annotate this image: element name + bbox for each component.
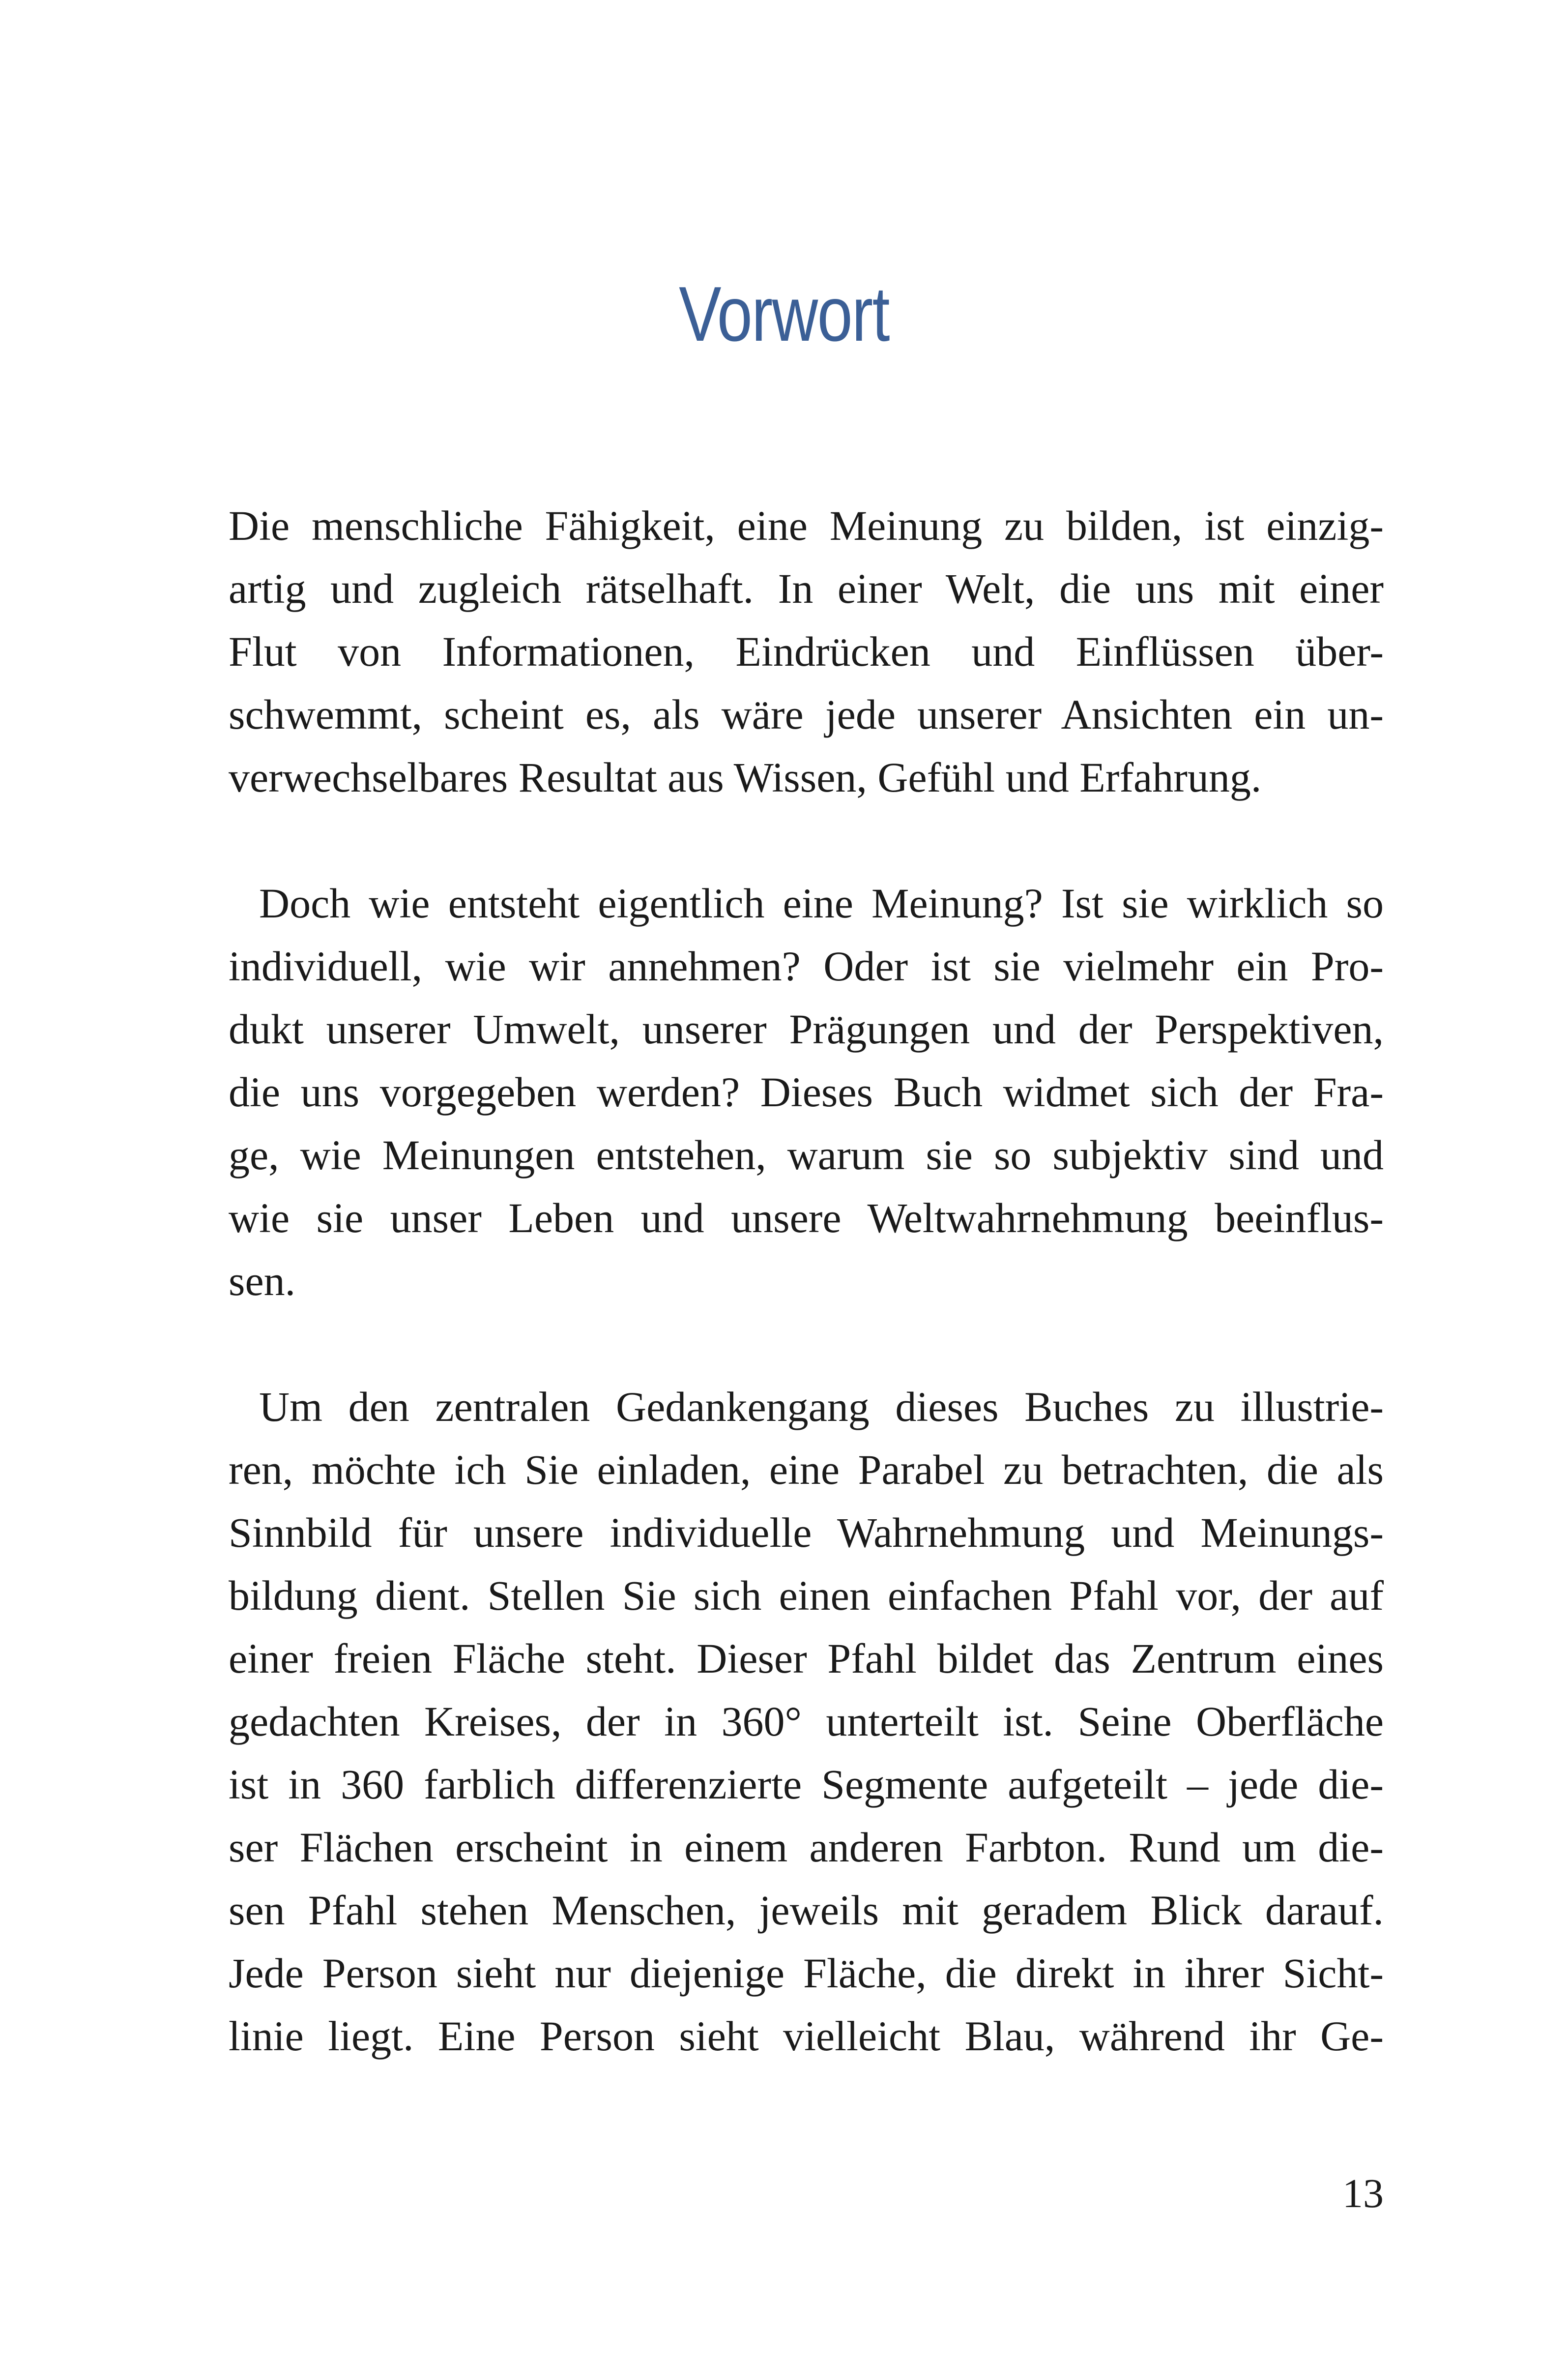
chapter-body bbox=[229, 494, 1384, 2067]
text-line: Jede Person sieht nur diejenige Fläche, die direkt in ihrer Sicht- bbox=[229, 1949, 1384, 1997]
paragraph-1 bbox=[229, 494, 1384, 809]
text-line: Um den zentralen Gedankengang dieses Buches zu illustrie- bbox=[259, 1383, 1384, 1430]
text-line: gedachten Kreises, der in 360° unterteilt ist. Seine Oberfläche bbox=[229, 1698, 1384, 1745]
paragraph-gap bbox=[229, 1312, 1384, 1375]
text-line: schwemmt, scheint es, als wäre jede unserer Ansichten ein un- bbox=[229, 691, 1384, 738]
page-number: 13 bbox=[1342, 2171, 1384, 2216]
paragraph-3 bbox=[229, 1375, 1384, 2067]
text-line: ge, wie Meinungen entstehen, warum sie so subjektiv sind und bbox=[229, 1131, 1384, 1179]
paragraph-2 bbox=[229, 872, 1384, 1312]
text-line: linie liegt. Eine Person sieht vielleicht Blau, während ihr Ge- bbox=[229, 2012, 1384, 2060]
text-line: dukt unserer Umwelt, unserer Prägungen und der Perspektiven, bbox=[229, 1005, 1384, 1053]
text-line: ist in 360 farblich differenzierte Segmente aufgeteilt – jede die- bbox=[229, 1761, 1384, 1808]
text-line: sen Pfahl stehen Menschen, jeweils mit geradem Blick darauf. bbox=[229, 1887, 1384, 1934]
text-line: wie sie unser Leben und unsere Weltwahrnehmung beeinflus- bbox=[229, 1194, 1384, 1241]
text-line: einer freien Fläche steht. Dieser Pfahl bildet das Zentrum eines bbox=[229, 1635, 1384, 1682]
text-line: artig und zugleich rätselhaft. In einer Welt, die uns mit einer bbox=[229, 565, 1384, 612]
text-line: die uns vorgegeben werden? Dieses Buch widmet sich der Fra- bbox=[229, 1068, 1384, 1116]
text-line: Flut von Informationen, Eindrücken und Einflüssen über- bbox=[229, 628, 1384, 675]
text-line: Doch wie entsteht eigentlich eine Meinung? Ist sie wirklich so bbox=[259, 880, 1384, 927]
paragraph-gap bbox=[229, 809, 1384, 872]
text-line: verwechselbares Resultat aus Wissen, Gefühl und Erfahrung. bbox=[229, 754, 1262, 801]
text-line: sen. bbox=[229, 1257, 296, 1304]
text-line: ren, möchte ich Sie einladen, eine Parabel zu betrachten, die als bbox=[229, 1446, 1384, 1493]
text-line: individuell, wie wir annehmen? Oder ist sie vielmehr ein Pro- bbox=[229, 943, 1384, 990]
text-line: ser Flächen erscheint in einem anderen Farbton. Rund um die- bbox=[229, 1824, 1384, 1871]
text-line: Die menschliche Fähigkeit, eine Meinung zu bilden, ist einzig- bbox=[229, 502, 1384, 549]
text-line: Sinnbild für unsere individuelle Wahrnehmung und Meinungs- bbox=[229, 1509, 1384, 1556]
chapter-title: Vorwort bbox=[679, 271, 889, 357]
text-line: bildung dient. Stellen Sie sich einen einfachen Pfahl vor, der auf bbox=[229, 1572, 1384, 1619]
